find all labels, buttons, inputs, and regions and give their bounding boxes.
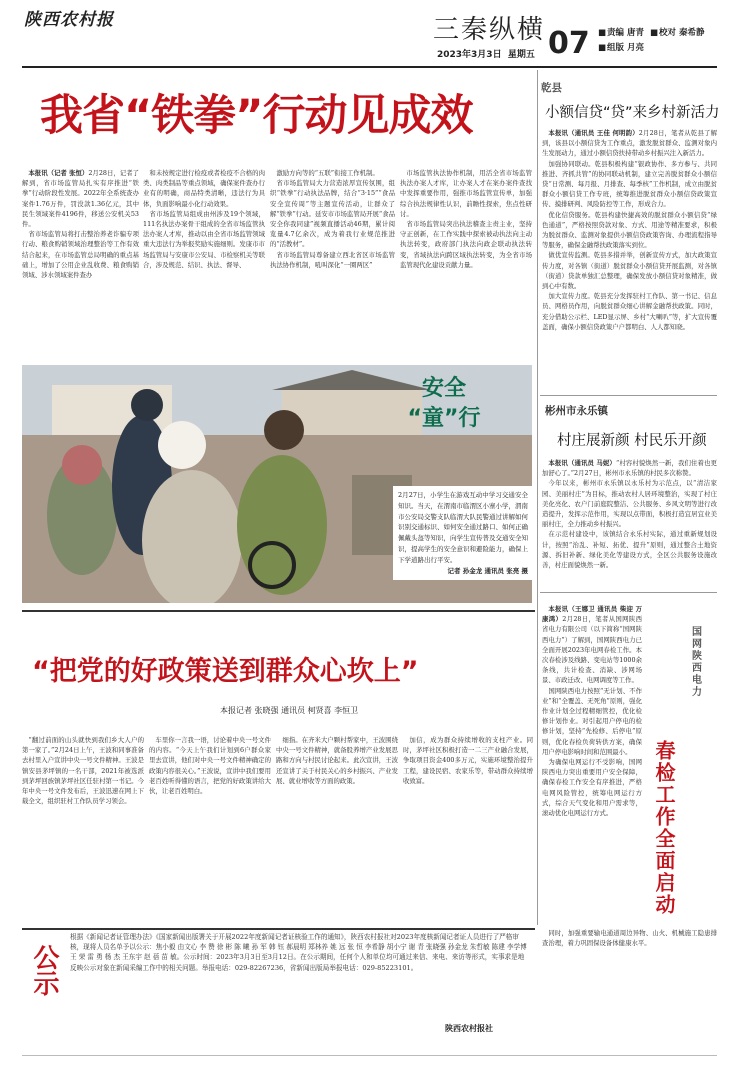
story2-col2 — [149, 735, 271, 923]
main-col1-text: 2月28日，记者了解到，省市场监管局扎实有序推进“铁拳”行动阶段性发展。2022年全系统查办案件1.76万件，罚没款1.36亿元，其中民生领域案件4196件，移送公安机关53件。 — [22, 169, 139, 229]
sidebar2-body1: “村容村貌焕然一新，我们住着也更加舒心了。”2月27日，彬州市永乐镇的村民多次称赞。 — [542, 459, 717, 478]
editor-label: ■ 责编 — [598, 28, 624, 38]
sidebar3-body-cont — [542, 928, 717, 1052]
sidebar1-body4: 做优宣传监测。乾县多措并举，创新宣传方式，加大政策宣传力度，对各镇（街道）脱贫群众小额信贷开展监测，对各镇（街道）贷款单独汇总整理，确保发放小额信贷对象精准，做到心中有数。 — [542, 251, 717, 291]
sidebar3-body — [542, 604, 642, 926]
footer-rule — [22, 1055, 717, 1056]
sidebar3-body4: 同时，加强重要输电通道周边异物、山火、机械施工隐患排查治理，着力巩固保设备体健康水平。 — [542, 929, 717, 948]
sidebar2-headline: 村庄展新颜 村民乐开颜 — [557, 433, 707, 449]
photo-credit: 记者 孙金龙 通讯员 张亮 摄 — [447, 566, 528, 575]
photo-title-line1: 安全 — [421, 376, 466, 401]
sidebar-divider — [540, 395, 717, 396]
main-col4-text: 市场监管执法协作机制，用活全省市场监管执法办案人才库，让办案人才在案办案件查找中发挥重要作用，强推市场监管宣传单，加强综合执法规律性认识，前瞻性探索，焦点性研讨。 — [400, 169, 532, 218]
main-col3b-text: 省市场监管局大力营造浓厚宣传氛围，组织“铁拳”行动执法品牌，结合“3·15”“食品安全宣传周”等主题宣传活动，让群众了解“铁拳”行动。延安市市场监管局开展“食品安全你我同建”视频直播活动46期，累计阅览量4.7亿余次，成为着我行业规范推进的“活教材”。 — [270, 179, 395, 249]
layout-label: ■ 组版 — [598, 43, 624, 53]
sidebar2-region: 彬州市永乐镇 — [545, 405, 608, 417]
main-col3c-text: 省市场监管局尊备建立西北省区市场监管执法协作机制，吼叫深化“一圈两区” — [270, 250, 395, 269]
notice-org: 陕西农村报社 — [445, 1024, 493, 1033]
main-story-col1 — [22, 168, 139, 360]
sidebar3-body1: 2月28日，笔者从国网陕西省电力有限公司（以下简称“国网陕西电力”）了解到，国网陕西电力已全面开展2023年电网春检工作。本次春检涉及线路、变电站等1000余条线，共计检查、消缺、涉网场景、市政迁改、电网调度等工作。 — [542, 615, 642, 685]
sidebar2-byline: 本报讯（通讯员 马妮） — [548, 459, 616, 467]
main-story-col2 — [143, 168, 265, 360]
issue-date: 2023年3月3日 — [437, 50, 502, 60]
story2-rule — [22, 610, 535, 612]
story2-byline: 本报记者 张晓强 通讯员 柯贤喜 李恒卫 — [220, 706, 359, 715]
sidebar3-body3: 为确保电网运行不受影响，国网陕西电力突出重要用户安全保障，确保春检工作安全有序推进，严格电网风险管控，统筹电网运行方式，综合天气变化和用户需求等，滚动优化电网运行方式。 — [542, 758, 642, 818]
proof-label: ■ 校对 — [650, 28, 676, 38]
sidebar1-body3: 优化信贷服务。乾县构建快捷高效的脱贫群众小额信贷“绿色通道”，严格按照贷款对象、方式、用途等精准要求，积极为脱贫群众、监测对象提供小额信贷政策咨询、办理流程指导等服务，确保金融帮扶政策落实到位。 — [542, 210, 717, 250]
sidebar2-body — [542, 458, 717, 586]
main-col2-text: 和未按规定进行检疫或者检疫不合格的肉类、肉类制品等重点领域，确保案件查办行业有的明确，商品特类清晰，违法行为具体，负面影响最小化行动效果。 — [143, 169, 265, 208]
sidebar-divider-2 — [540, 592, 717, 593]
notice-text: 根据《新闻记者证管理办法》《国家新闻出版署关于开展2022年度新闻记者证核验工作的通知》，陕西农村报社对2023年度核新闻记者证人员进行了严格审核，现将人员名单予以公示：焦小毅 由文心 李 赞 徐 彬 陈 曦 孙 军 韩 钰 郝晨明 郑林养 姚 远 张 恒 李希静 胡小宁 谢 青 张晓强 孙金龙 朱哲敏 陈建 李学博 王 荣 雷 勇 杨 杰 王东宇 赵 蓓 苗 敏。公示时间：2023年3月3日至3月12日。在公示期间，任何个人和单位均可通过来信、来电、来访等形式，实事求是地反映公示对象在新闻采编工作中的相关问题。举报电话：029-82267236，省新闻出版局举报电话：029-85223101。 — [70, 933, 527, 972]
story2-col4-text: 加信，成为群众持续增收的支柱产业。同时，茅坪社区积极打造一二三产业融合发展，争取项目资金400多万元，实施环境整治提升工程，建设民宿、农家乐等，带动群众持续增收致富。 — [403, 736, 533, 785]
sidebar1-body5: 加大宣传力度。乾县充分发挥驻村工作队、第一书记、信息员、网格员作用，向脱贫群众细心讲解金融帮扶政策。同时，充分借助公示栏、LED显示屏、乡村“大喇叭”等，扩大宣传覆盖面，确保小额信贷政策户户都明白、人人都知晓。 — [542, 292, 717, 331]
photo-title-line2: “童”行 — [407, 406, 481, 431]
sidebar3-byline: 本报讯（王娜卫 通讯员 柴迎 万康鸿） — [542, 605, 642, 624]
sidebar3-region: 国网陕西电力 — [689, 626, 701, 698]
editor-credits — [598, 26, 704, 56]
story2-col4 — [403, 735, 533, 923]
photo-caption-text: 2月27日，小学生在游戏互动中学习交通安全知识。当天，在渭南市临渭区小寨小学，渭南市公安局交警支队临渭大队民警通过讲解如何识别交通标识、如何安全通过路口、如何正确佩戴头盔等知识，向学生宣传普及交通安全知识，提高学生的安全意识和避险能力，确保上下学道路出行平安。 — [398, 491, 528, 564]
main-col2b-text: 省市场监管局组成由州涉及19个领域，111名执法办案骨干组成的全省市场监管执法办案人才库，推动以由全省市场监管领域重大违法行为举报奖励实施细则。发康市市场监管局与安康市公安局、市检察机关等联合，涉及规范、结识、执法、督导、 — [143, 209, 265, 269]
sidebar3-body2: 国网陕西电力按照“无计划、不作业”和“全覆盖、无死角”原则，强化作业计划全过程精细管控，优化检修计划作业。对引起用户停电的检修计划，坚持“先检修、后停电”原则，优化春检负荷转供方案，确保用户停电影响时间和范围最小。 — [542, 686, 642, 756]
main-story-col4 — [400, 168, 532, 360]
main-col4b-text: 省市场监管局突出执法稽查主责主业，坚持守正创新，在工作实践中探索被动执法向主动执法转变，政府部门执法向政企联动执法转变，省域执法向跨区域执法转变，为全省市场监管现代化建设贡献力量。 — [400, 220, 532, 269]
section-title: 三秦纵横 — [433, 15, 546, 45]
sidebar1-headline: 小额信贷“贷”来乡村新活力 — [545, 105, 720, 121]
layout-name: 月亮 — [627, 43, 645, 53]
story2-col1-text: “翻过前面的山头就快到我们乡大人户的第一家了。”2月24日上午，王波和同事准备去村里入户宣讲中央一号文件精神。王波是镇安县茅坪镇的一名干部，2021年被选派到茅坪回族镇茅坪社区任驻村第一书记。今年中央一号文件发布后，王波迅速在网上下载全文，组织驻村工作队员学习领会。 — [22, 736, 144, 806]
editor-name: 唐青 — [627, 28, 645, 38]
main-col3-text: 激励方向等的“五联”衔接工作机制。 — [276, 169, 379, 177]
sidebar2-body3: 在示范村建设中，该镇结合永乐村实际，通过重新规划设计，按照“治乱、补短、拓优、提升”原则，通过整合土地资源、拆旧补新、绿化美化等建设方式，全区公共服务设施改善，村庄面貌焕然一新。 — [542, 530, 717, 570]
story2-col2-text: 车里你一言我一语，讨论着中央一号文件的内容。“今天上午我们计划到6户群众家里去宣讲，他们对中央一号文件精神确定的政策内容很关心。”王波说，宣讲中我们要用老百姓听得懂的语言，把党的好政策讲给大伙，让老百姓明白。 — [149, 736, 271, 796]
sidebar1-region: 乾县 — [541, 82, 562, 94]
photo-caption — [393, 486, 533, 580]
main-story-col3 — [270, 168, 395, 360]
header-rule — [22, 66, 717, 68]
story2-headline: “把党的好政策送到群众心坎上” — [32, 656, 419, 687]
proof-name: 秦希静 — [678, 28, 705, 38]
page-number: 07 — [548, 26, 590, 61]
photo-title — [404, 374, 484, 434]
sidebar1-body — [542, 128, 717, 390]
story2-col3-text: 细指。在齐米大户颗村帮家中，王波围绕中央一号文件精神，就备股养增产业发展思路和方向与村民讨论起来。此次宣讲，王波还宣讲了关于村民关心的乡村振兴、产业发展、就业增收等方面的政策。 — [276, 736, 398, 785]
issue-weekday: 星期五 — [507, 50, 535, 60]
column-divider — [537, 70, 538, 925]
masthead-logo: 陕西农村报 — [24, 10, 114, 30]
main-headline: 我省“铁拳”行动见成效 — [40, 91, 473, 141]
sidebar3-headline: 春检工作全面启动 — [652, 740, 676, 916]
dateline — [437, 50, 535, 61]
sidebar2-body2: 今年以来，彬州市永乐镇以永乐村为示范点，以“清洁家园、美丽村庄”为目标，推动农村人居环境整治，实现了村庄美化亮化、农户门前庭院整洁、公共服务、乡风文明等进行改造提升，发挥示范作用，实现以点带面，积极打造宜居宜业美丽村庄，全力推动乡村振兴。 — [542, 479, 717, 529]
main-byline: 本报讯（记者 张恒） — [28, 169, 89, 177]
notice-label: 公示 — [29, 944, 59, 996]
sidebar1-body2: 加强协同联动。乾县积极构建“银政协作、多方参与、共同推进、齐抓共管”的协同联动机制，建立完善脱贫群众小额信贷“日常测、每月报、月排查、每季核”工作机制，成立由脱贫群众小额信贷工作专班，统筹推进脱贫群众小额信贷政策宣传、摸排研判、风险防控等工作，形成合力。 — [542, 159, 717, 209]
main-col1b-text: 省市场监管局将打击整治养老诈骗专项行动、粮食购销领域治理整治等工作有效结合起来，在市场监管总局明确的重点基础上，增加了公用企业乱收费、粮食购销领域、涉水领域案件查办 — [22, 230, 139, 280]
story2-col1 — [22, 735, 144, 923]
sidebar1-byline: 本报讯（通讯员 王佳 何明韵） — [548, 129, 639, 137]
story2-col3 — [276, 735, 398, 923]
sidebar1-body1: 2月28日，笔者从乾县了解到，该县以小额信贷为工作重点，激发脱贫群众、监测对象内生发展动力，通过小额信贷扶持带动乡村振兴注入新活力。 — [542, 129, 717, 158]
